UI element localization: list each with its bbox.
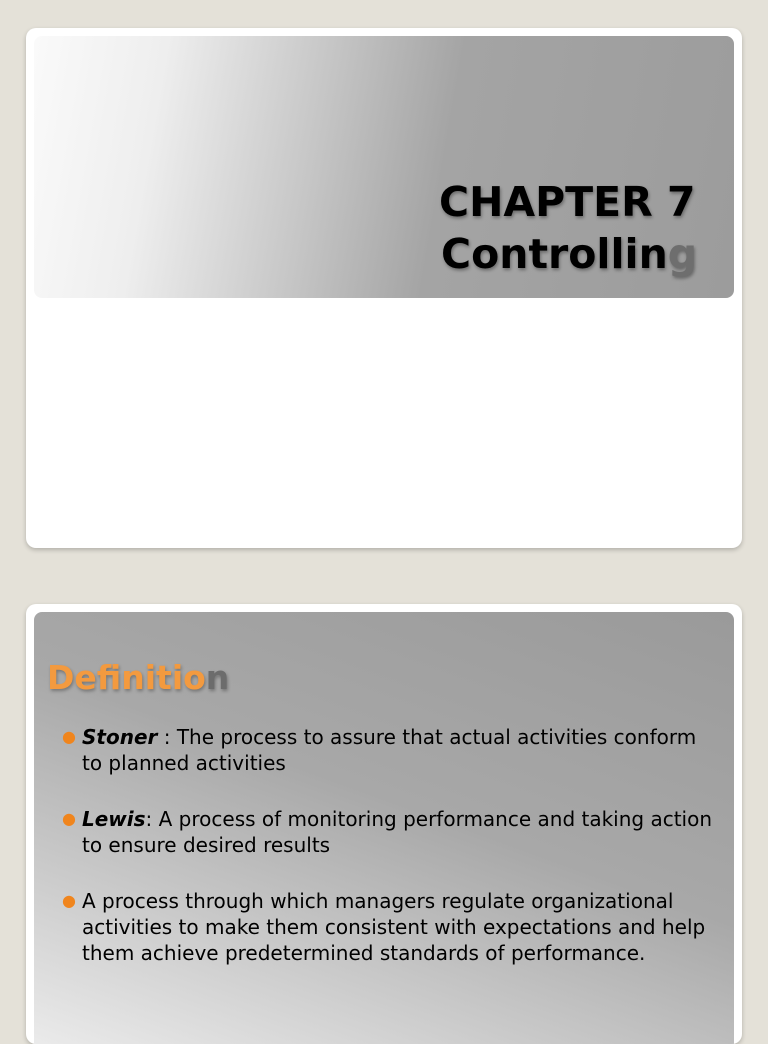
title-line-chapter: CHAPTER 7 xyxy=(439,178,696,226)
definition-text: A process through which managers regulate organizational activities to make them consistent with expectations and help them achieve predetermined standards of performance. xyxy=(82,889,706,965)
definition-heading-main: Definitio xyxy=(47,658,206,697)
slide-title xyxy=(439,176,729,280)
title-topic-fade: g xyxy=(667,230,698,278)
list-item xyxy=(62,888,722,966)
bullet-icon: ● xyxy=(62,891,76,910)
definition-heading xyxy=(47,660,247,696)
title-topic-main: Controllin xyxy=(441,230,668,278)
definition-list xyxy=(62,724,722,996)
definition-text: : The process to assure that actual activities conform to planned activities xyxy=(82,725,697,775)
list-item xyxy=(62,724,722,776)
list-item xyxy=(62,806,722,858)
title-line-topic xyxy=(439,228,729,280)
title-slide xyxy=(26,28,742,548)
definition-term: Stoner xyxy=(82,725,158,749)
definition-term: Lewis xyxy=(82,807,146,831)
definition-text: : A process of monitoring performance and taking action to ensure desired results xyxy=(82,807,713,857)
definition-slide xyxy=(26,604,742,1044)
bullet-icon: ● xyxy=(62,809,76,828)
bullet-icon: ● xyxy=(62,727,76,746)
definition-heading-fade: n xyxy=(205,658,230,697)
